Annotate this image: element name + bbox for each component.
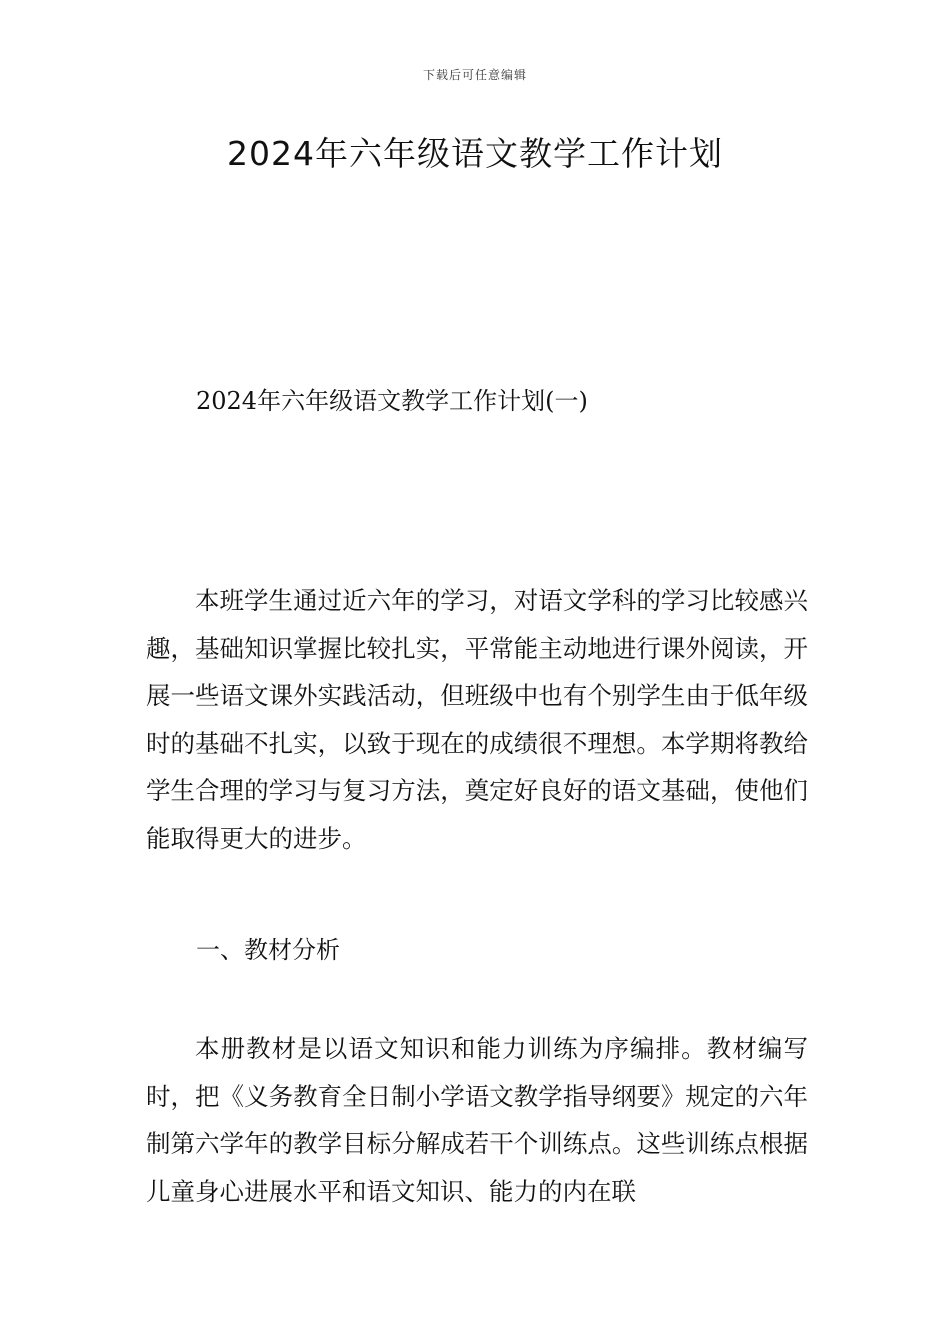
header-note: 下载后可任意编辑 bbox=[422, 68, 527, 82]
section-heading-materials: 一、教材分析 bbox=[196, 936, 340, 964]
materials-paragraph: 本册教材是以语文知识和能力训练为序编排。教材编写时，把《义务教育全日制小学语文教学指导纲要》规定的六年制第六学年的教学目标分解成若干个训练点。这些训练点根据儿童身心进展水平和语文知识、能力的内在联 bbox=[146, 1034, 808, 1206]
document-subtitle: 2024年六年级语文教学工作计划(一) bbox=[196, 387, 588, 415]
document-title: 2024年六年级语文教学工作计划 bbox=[227, 134, 723, 173]
intro-paragraph: 本班学生通过近六年的学习，对语文学科的学习比较感兴趣，基础知识掌握比较扎实，平常能主动地进行课外阅读，开展一些语文课外实践活动，但班级中也有个别学生由于低年级时的基础不扎实，以致于现在的成绩很不理想。本学期将教给学生合理的学习与复习方法，奠定好良好的语文基础，使他们能取得更大的进步。 bbox=[146, 586, 808, 853]
